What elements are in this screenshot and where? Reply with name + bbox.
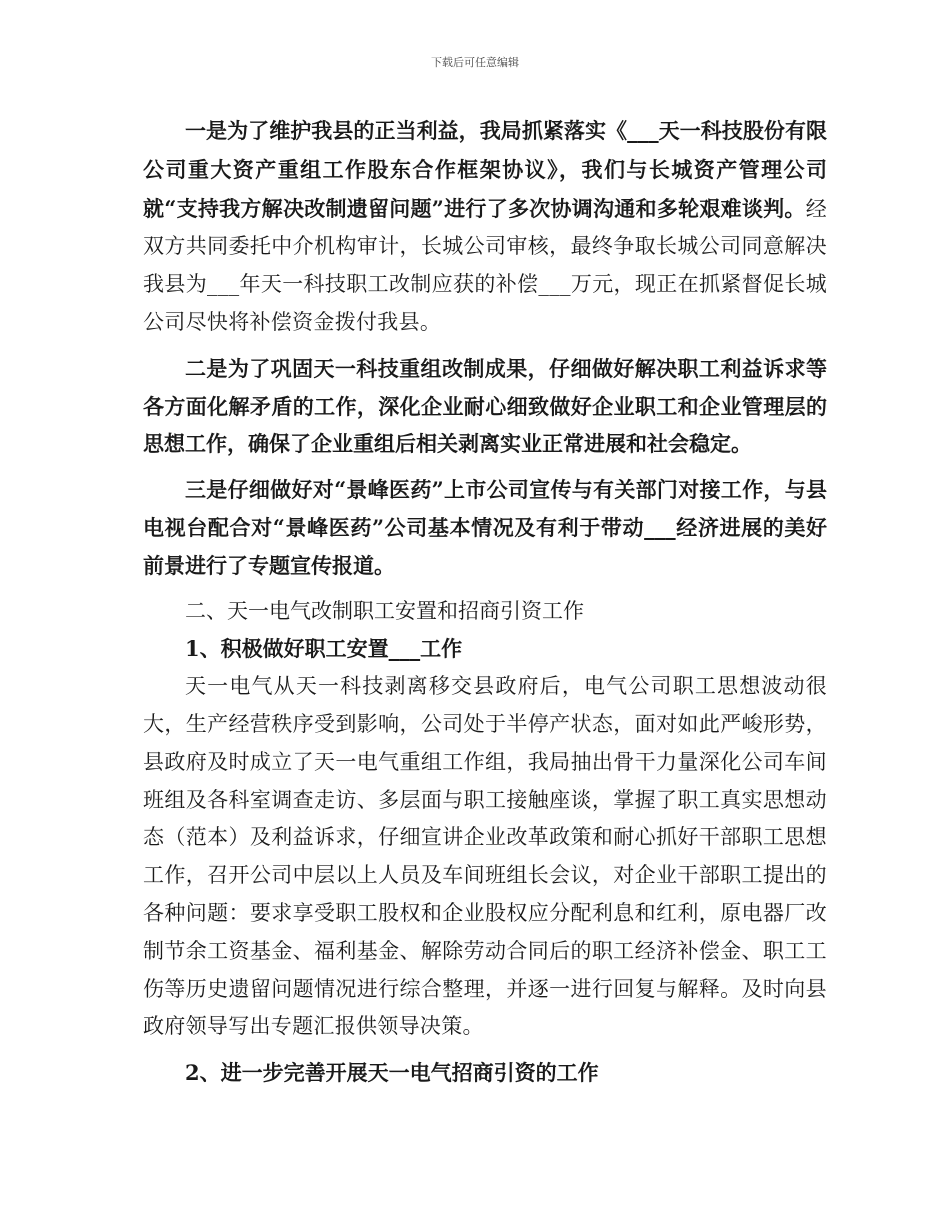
paragraph-1: [143, 112, 827, 342]
document-body: [143, 112, 827, 1092]
paragraph-1-bold-text: 一是为了维护我县的正当利益，我局抓紧落实《___天一科技股份有限公司重大资产重组工作股东合作框架协议》，我们与长城资产管理公司就“支持我方解决改制遗留问题”进行了多次协调沟通和多轮艰难谈判。: [143, 118, 827, 221]
paragraph-3: 三是仔细做好对“景峰医药”上市公司宣传与有关部门对接工作，与县电视台配合对“景峰医药”公司基本情况及有利于带动___经济进展的美好前景进行了专题宣传报道。: [143, 477, 827, 578]
paragraph-2: 二是为了巩固天一科技重组改制成果，仔细做好解决职工利益诉求等各方面化解矛盾的工作，深化企业耐心细致做好企业职工和企业管理层的思想工作，确保了企业重组后相关剥离实业正常进展和社会稳定。: [143, 355, 827, 457]
section-heading-2: 二、天一电气改制职工安置和招商引资工作: [185, 598, 584, 623]
paragraph-4: 天一电气从天一科技剥离移交县政府后，电气公司职工思想波动很大，生产经营秩序受到影响，公司处于半停产状态，面对如此严峻形势，县政府及时成立了天一电气重组工作组，我局抽出骨干力量深化公司车间班组及各科室调查走访、多层面与职工接触座谈，掌握了职工真实思想动态（范本）及利益诉求，仔细宣讲企业改革政策和耐心抓好干部职工思想工作，召开公司中层以上人员及车间班组长会议，对企业干部职工提出的各种问题：要求享受职工股权和企业股权应分配利息和红利，原电器厂改制节余工资基金、福利基金、解除劳动合同后的职工经济补偿金、职工工伤等历史遗留问题情况进行综合整理，并逐一进行回复与解释。及时向县政府领导写出专题汇报供领导决策。: [143, 674, 827, 1039]
paragraph-1-normal-text: 经双方共同委托中介机构审计，长城公司审核，最终争取长城公司同意解决我县为___年天一科技职工改制应获的补偿___万元，现正在抓紧督促长城公司尽快将补偿资金拨付我县。: [143, 196, 827, 334]
subheading-1: 1、积极做好职工安置___工作: [185, 636, 463, 662]
page-header-note: 下载后可任意编辑: [431, 56, 519, 69]
subheading-2: 2、进一步完善开展天一电气招商引资的工作: [185, 1060, 599, 1086]
